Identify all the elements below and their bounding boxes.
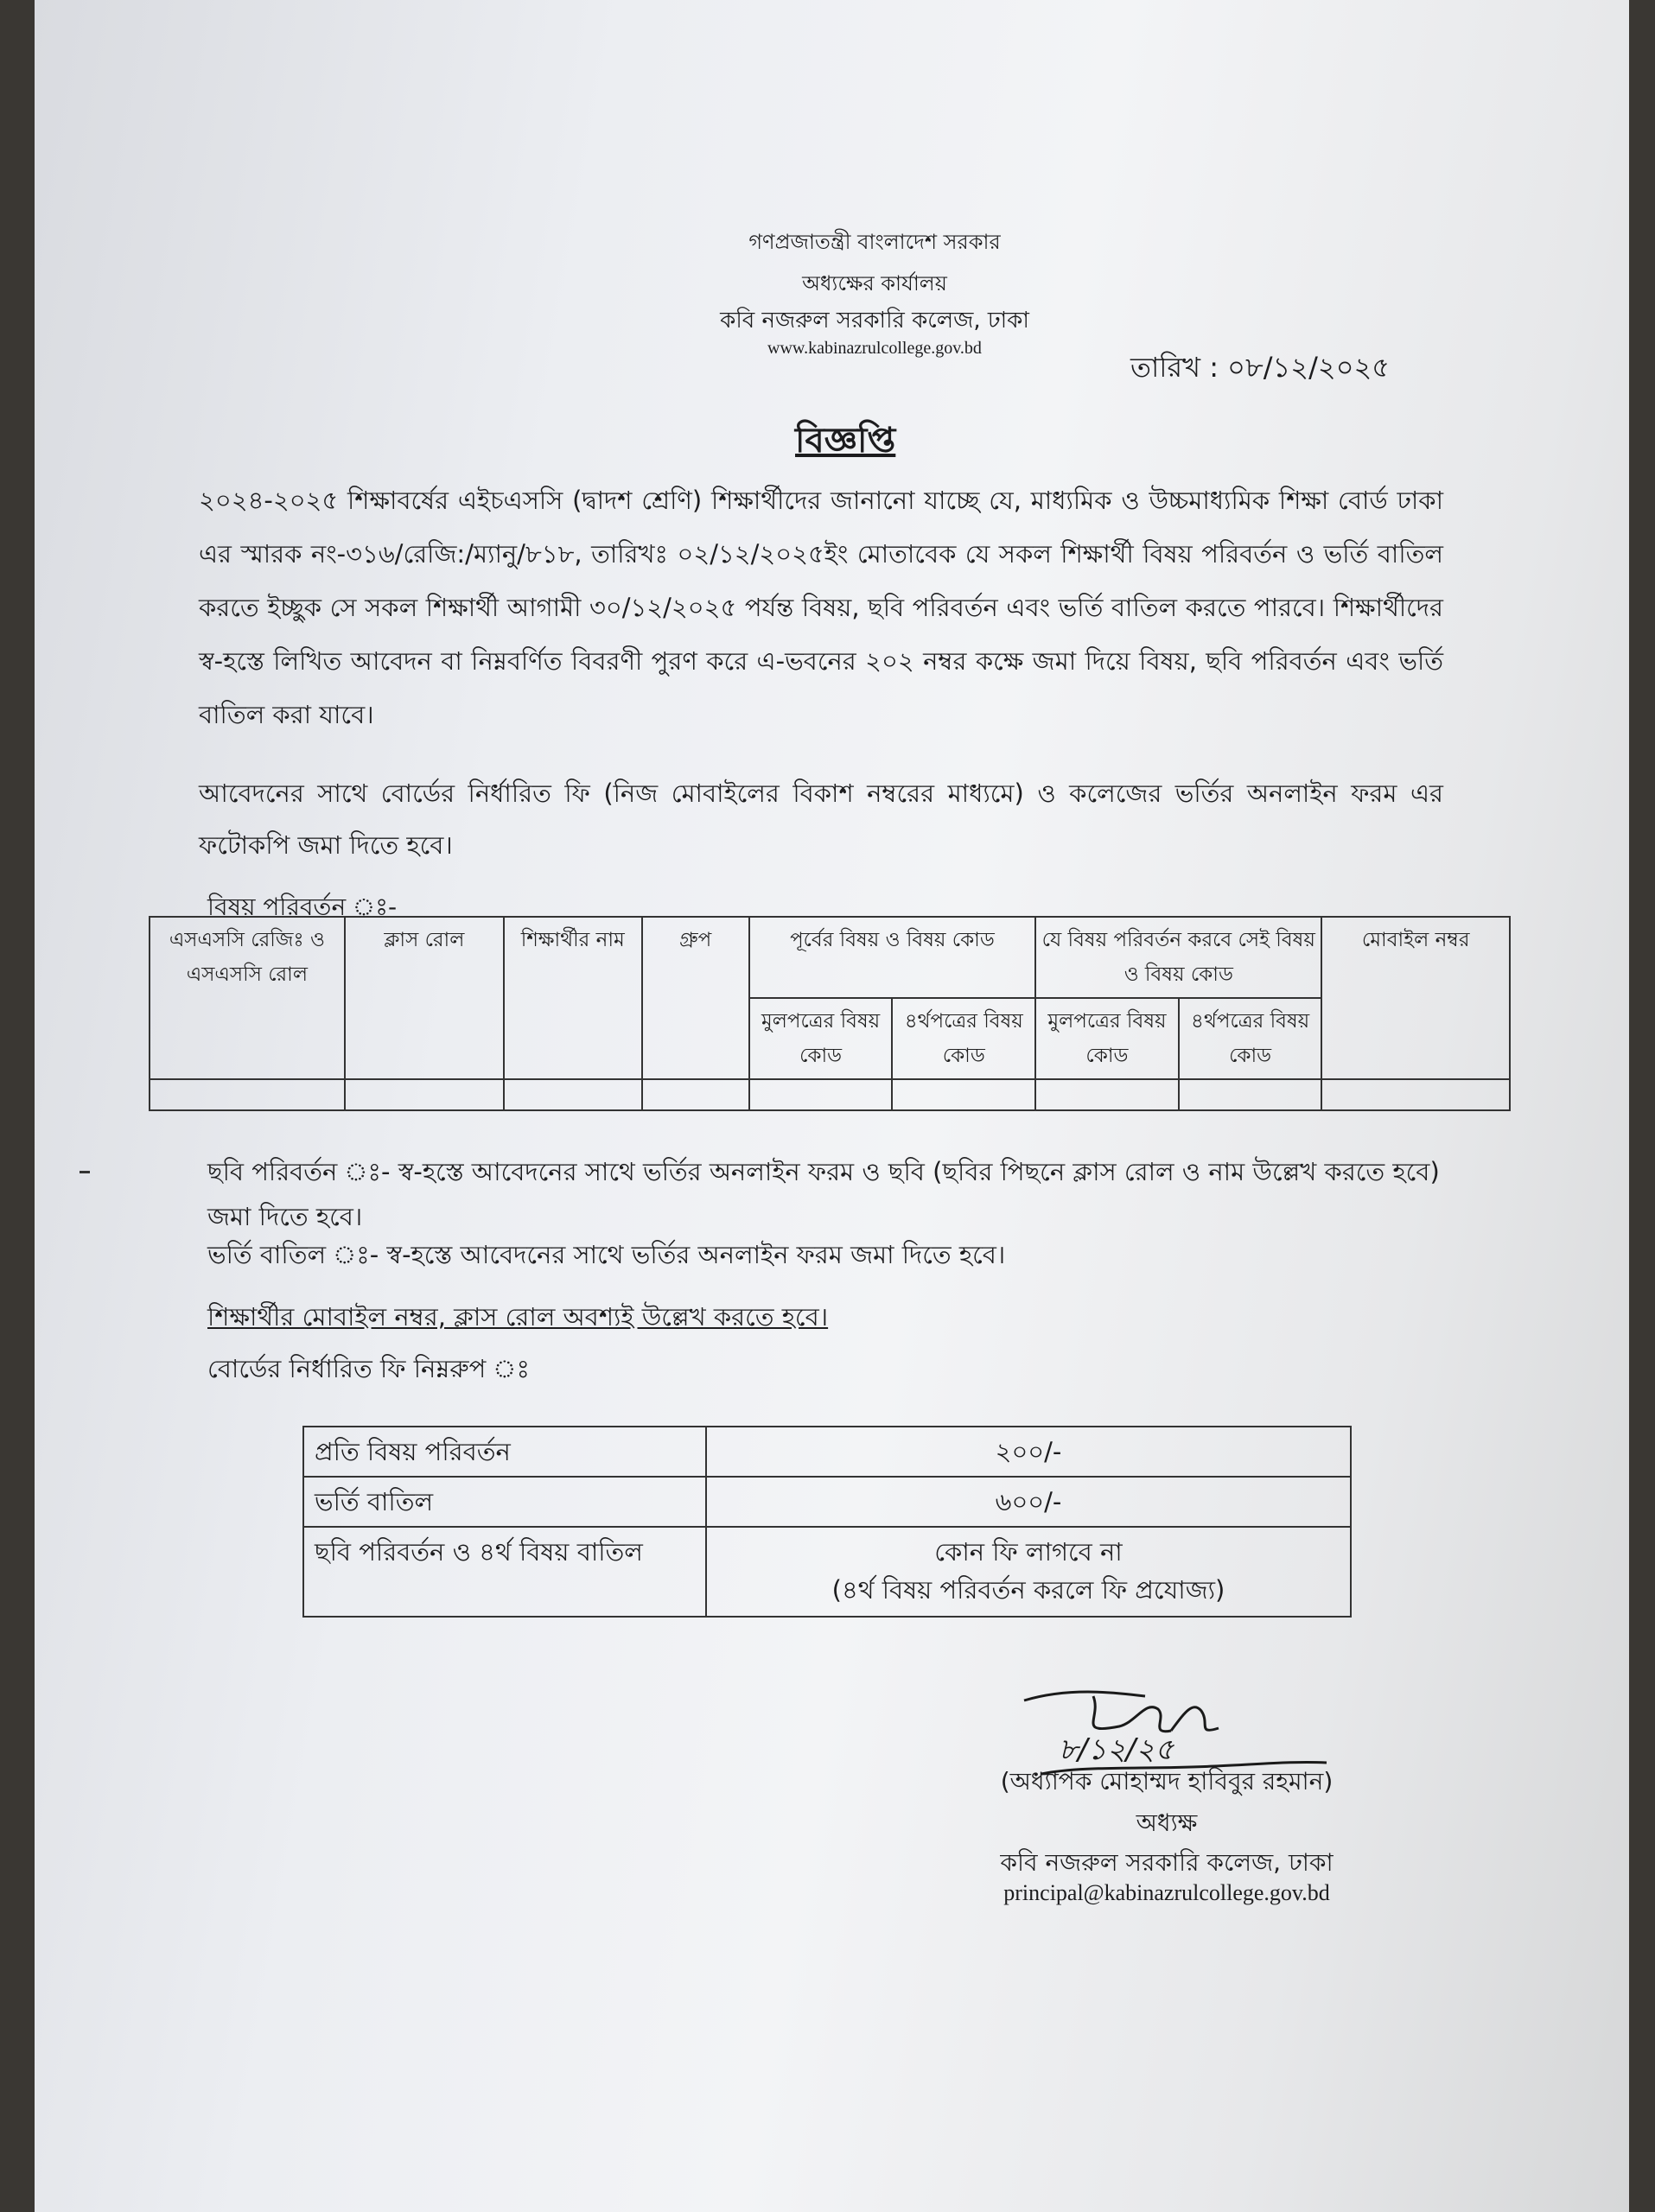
col-ssc-reg: এসএসসি রেজিঃ ও এসএসসি রোল <box>150 917 345 1079</box>
blank-cell <box>504 1079 641 1110</box>
subject-change-label: বিষয় পরিবর্তন ঃ- <box>207 893 398 921</box>
principal-college: কবি নজরুল সরকারি কলেজ, ঢাকা <box>1000 1848 1334 1877</box>
signature-date: ৮/১২/২৫ <box>1059 1732 1174 1767</box>
fee-table <box>302 1426 1352 1618</box>
notice-title: বিজ্ঞপ্তি <box>795 421 896 461</box>
main-paragraph: ২০২৪-২০২৫ শিক্ষাবর্ষের এইচএসসি (দ্বাদশ শ্রেণি) শিক্ষার্থীদের জানানো যাচ্ছে যে, মাধ্যমিক ও উচ্চমাধ্যমিক শিক্ষা বোর্ড ঢাকা এর স্মারক নং-৩১৬/রেজি:/ম্যানু/৮১৮, তারিখঃ ০২/১২/২০২৫ইং মোতাবেক যে সকল শিক্ষার্থী বিষয় পরিবর্তন ও ভর্তি বাতিল করতে ইচ্ছুক সে সকল শিক্ষার্থী আগামী ৩০/১২/২০২৫ পর্যন্ত বিষয়, ছবি পরিবর্তন এবং ভর্তি বাতিল করতে পারবে। শিক্ষার্থীদের স্ব-হস্তে লিখিত আবেদন বা নিম্নবর্ণিত বিবরণী পুরণ করে এ-ভবনের ২০২ নম্বর কক্ষে জমা দিয়ে বিষয়, ছবি পরিবর্তন এবং ভর্তি বাতিল করা যাবে। <box>199 486 1443 729</box>
col-new-subject: যে বিষয় পরিবর্তন করবে সেই বিষয় ও বিষয় কোড <box>1035 917 1321 998</box>
fee-amount-cell <box>706 1527 1351 1617</box>
fee-note: (৪র্থ বিষয় পরিবর্তন করলে ফি প্রযোজ্য) <box>831 1575 1225 1605</box>
fee-note-paragraph: আবেদনের সাথে বোর্ডের নির্ধারিত ফি (নিজ মোবাইলের বিকাশ নম্বরের মাধ্যমে) ও কলেজের ভর্তির অনলাইন ফরম এর ফটোকপি জমা দিতে হবে। <box>199 779 1443 860</box>
fee-amount: ৬০০/- <box>706 1477 1351 1527</box>
blank-cell <box>1321 1079 1510 1110</box>
govt-title: গণপ্রজাতন্ত্রী বাংলাদেশ সরকার <box>748 230 1001 254</box>
fee-item: ভর্তি বাতিল <box>303 1477 706 1527</box>
principal-designation: অধ্যক্ষ <box>1136 1808 1198 1837</box>
blank-cell <box>1035 1079 1179 1110</box>
blank-cell <box>892 1079 1035 1110</box>
blank-cell <box>1179 1079 1322 1110</box>
col-class-roll: ক্লাস রোল <box>345 917 504 1079</box>
photo-change-text: ছবি পরিবর্তন ঃ- স্ব-হস্তে আবেদনের সাথে ভর্তির অনলাইন ফরম ও ছবি (ছবির পিছনে ক্লাস রোল ও নাম উল্লেখ করতে হবে) জমা দিতে হবে। <box>207 1157 1440 1231</box>
fee-amount: ২০০/- <box>706 1427 1351 1477</box>
fee-list-label: বোর্ডের নির্ধারিত ফি নিম্নরুপ ঃ <box>207 1354 530 1383</box>
margin-mark <box>80 1171 90 1173</box>
col-group: গ্রুপ <box>642 917 749 1079</box>
mandatory-info-text: শিক্ষার্থীর মোবাইল নম্বর, ক্লাস রোল অবশ্যই উল্লেখ করতে হবে। <box>207 1302 829 1332</box>
college-name: কবি নজরুল সরকারি কলেজ, ঢাকা <box>720 308 1029 334</box>
fee-item: ছবি পরিবর্তন ও ৪র্থ বিষয় বাতিল <box>303 1527 706 1617</box>
fee-item: প্রতি বিষয় পরিবর্তন <box>303 1427 706 1477</box>
notice-date: তারিখ : ০৮/১২/২০২৫ <box>1130 351 1391 384</box>
college-website: www.kabinazrulcollege.gov.bd <box>767 339 982 358</box>
col-mobile: মোবাইল নম্বর <box>1321 917 1510 1079</box>
office-title: অধ্যক্ষের কার্যালয় <box>802 271 947 296</box>
blank-cell <box>150 1079 345 1110</box>
col-prev-fourth-code: ৪র্থপত্রের বিষয় কোড <box>892 998 1035 1079</box>
blank-cell <box>345 1079 504 1110</box>
principal-email: principal@kabinazrulcollege.gov.bd <box>1003 1880 1330 1905</box>
col-new-fourth-code: ৪র্থপত্রের বিষয় কোড <box>1179 998 1322 1079</box>
subject-change-table <box>149 916 1511 1111</box>
col-student-name: শিক্ষার্থীর নাম <box>504 917 641 1079</box>
blank-cell <box>642 1079 749 1110</box>
principal-name: (অধ্যাপক মোহাম্মদ হাবিবুর রহমান) <box>1000 1767 1334 1796</box>
blank-cell <box>749 1079 893 1110</box>
col-new-main-code: মুলপত্রের বিষয় কোড <box>1035 998 1179 1079</box>
fee-amount: কোন ফি লাগবে না <box>934 1537 1123 1567</box>
col-prev-main-code: মুলপত্রের বিষয় কোড <box>749 998 893 1079</box>
admission-cancel-text: ভর্তি বাতিল ঃ- স্ব-হস্তে আবেদনের সাথে ভর্তির অনলাইন ফরম জমা দিতে হবে। <box>207 1240 1006 1269</box>
col-previous-subject: পূর্বের বিষয় ও বিষয় কোড <box>749 917 1035 998</box>
notice-page <box>35 0 1629 2212</box>
